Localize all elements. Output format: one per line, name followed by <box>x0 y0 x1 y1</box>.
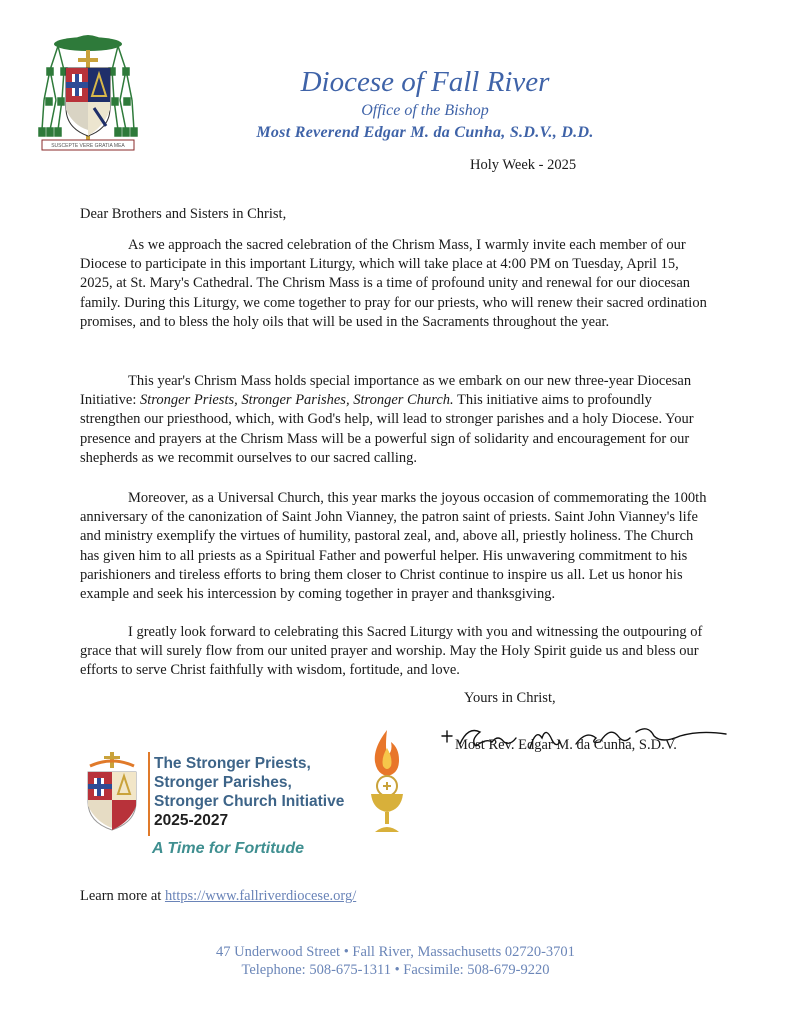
learn-more-label: Learn more at <box>80 888 165 904</box>
flame-chalice-icon <box>363 728 411 836</box>
footer-phone: Telephone: 508-675-1311 • Facsimile: 508-679-9220 <box>241 962 550 978</box>
signature-name: Most Rev. Edgar M. da Cunha, S.D.V. <box>455 737 677 753</box>
initiative-years: 2025-2027 <box>154 812 229 829</box>
paragraph-2-text-start: This year's Chrism Mass holds special importance as we embark on our new three-year Diocesan Initiative: <box>80 373 692 409</box>
letter-paragraph-2 <box>80 372 712 468</box>
initiative-line-3: Stronger Church Initiative <box>154 793 345 810</box>
letter-date: Holy Week - 2025 <box>470 157 577 173</box>
diocese-motto: SUSCEPTE VERE GRATIA MEA <box>51 143 125 149</box>
paragraph-2-text-end: This initiative aims to profoundly strengthen our priesthood, which, with God's help, will lead to stronger parishes and a holy Diocese. Your presence and prayers at the Chrism Mass will be a powerful sign of solidarity and encouragement for our shepherds as we recommit ourselves to our sacred calling. <box>80 392 694 466</box>
letter-paragraph-4: I greatly look forward to celebrating this Sacred Liturgy with you and witnessing the outpouring of grace that will surely flow from our united prayer and worship. May the Holy Spirit guide us and bless our efforts to serve Christ faithfully with wisdom, fortitude, and love. <box>80 624 703 679</box>
initiative-line-2: Stronger Parishes, <box>154 774 292 791</box>
initiative-line-1: The Stronger Priests, <box>154 755 311 772</box>
letterhead-title: Diocese of Fall River <box>300 66 550 98</box>
initiative-logo-text <box>154 754 344 830</box>
letter-paragraph-3: Moreover, as a Universal Church, this year marks the joyous occasion of commemorating the 100th anniversary of the canonization of Saint John Vianney, the patron saint of priests. Saint John Vianney's life and ministry exemplify the virtues of humility, pastoral zeal, and, above all, priestly holiness. The Church has given him to all priests as a Spiritual Father and powerful helper. His unwavering commitment to his parishioners and tireless efforts to bring them closer to Christ continue to inspire us all. Let us honor his example and seek his intercession by coming together in prayer and thanksgiving. <box>80 490 707 603</box>
letter-greeting: Dear Brothers and Sisters in Christ, <box>80 206 287 222</box>
diocese-website-link[interactable]: https://www.fallriverdiocese.org/ <box>164 888 357 904</box>
letterhead-office: Office of the Bishop <box>361 102 489 119</box>
initiative-title-italic: Stronger Priests, Stronger Parishes, Stronger Church. <box>140 392 454 409</box>
letter-paragraph-1: As we approach the sacred celebration of the Chrism Mass, I warmly invite each member of our Diocese to participate in this important Liturgy, which will take place at 4:00 PM on Tuesday, April 15, 2025, at St. Mary's Cathedral. The Chrism Mass is a time of profound unity and renewal for our diocesan family. During this Liturgy, we come together to pray for our priests, who will renew their sacred ordination promises, and to bless the holy oils that will be used in the Sacraments throughout the year. <box>80 237 707 330</box>
learn-more-line <box>80 888 356 905</box>
footer-address: 47 Underwood Street • Fall River, Massachusetts 02720-3701 <box>216 944 575 960</box>
letterhead-bishop: Most Reverend Edgar M. da Cunha, S.D.V., D.D. <box>256 124 594 141</box>
initiative-shield-icon <box>84 752 140 832</box>
initiative-tagline: A Time for Fortitude <box>152 840 304 857</box>
letter-closing: Yours in Christ, <box>464 690 556 706</box>
initiative-divider <box>148 752 150 836</box>
